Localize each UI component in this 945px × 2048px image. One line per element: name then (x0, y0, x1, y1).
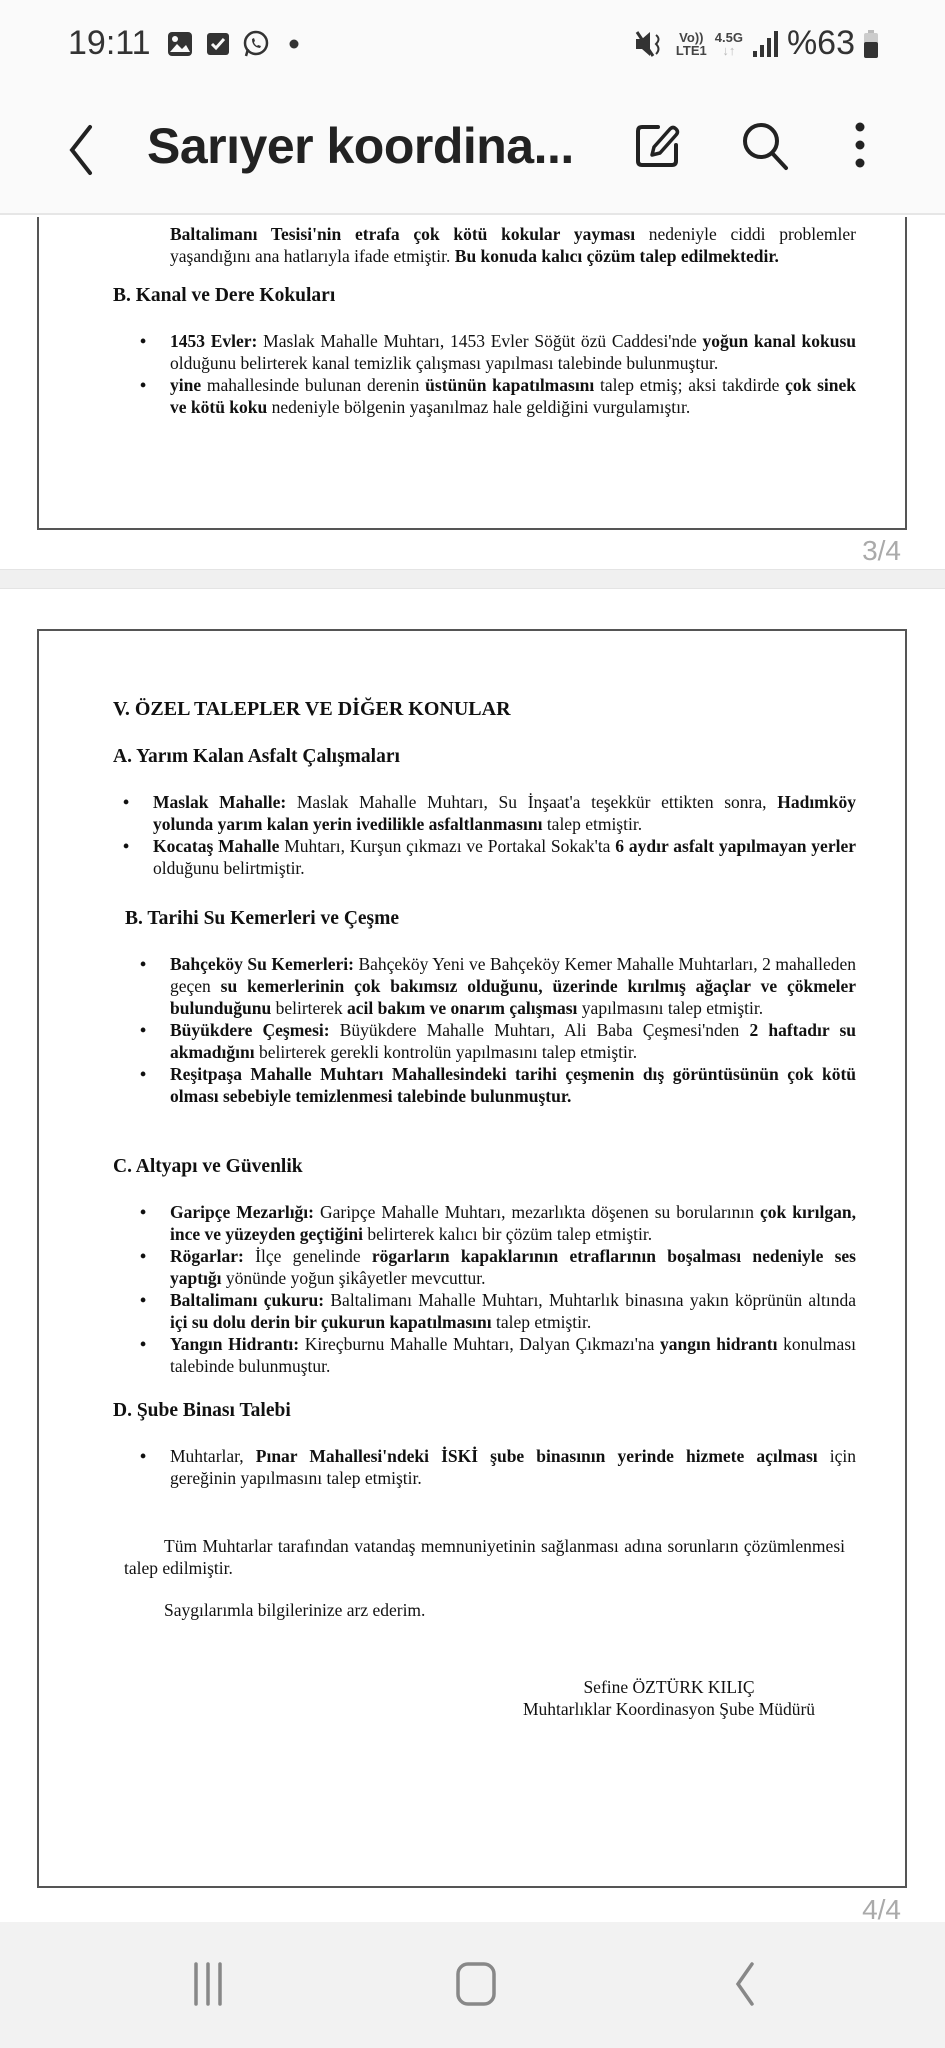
bullet-list (123, 791, 856, 879)
dot-icon (280, 30, 308, 58)
home-button[interactable] (450, 1958, 510, 2014)
continued-paragraph: Baltalimanı Tesisi'nin etrafa çok kötü kokular yayması nedeniyle ciddi problemler yaşandığını ana hatlarıyla ifade etmiştir. Bu konuda kalıcı çözüm talep edilmektedir. (170, 224, 857, 266)
more-vertical-icon (845, 117, 875, 173)
section-heading: B. Tarihi Su Kemerleri ve Çeşme (125, 908, 400, 929)
edit-button[interactable] (632, 117, 684, 173)
list-item: • yine mahallesinde bulunan derenin üstünün kapatılmasını talep etmiş; aksi takdirde çok sinek ve kötü koku nedeniyle bölgenin yaşanılmaz hale geldiğini vurgulamıştır. (140, 374, 856, 418)
signature-block (499, 1676, 839, 1720)
list-item: • Garipçe Mezarlığı: Garipçe Mahalle Muhtarı, mezarlıkta döşenen su borularının çok kırılgan, ince ve yüzeyden geçtiğini belirterek kalıcı bir çözüm talep etmiştir. (140, 1201, 856, 1245)
closing-paragraph: Tüm Muhtarlar tarafından vatandaş memnuniyetinin sağlanması adına sorunların çözümlenmesi talep edilmiştir. (124, 1536, 845, 1578)
status-time: 19:11 (68, 24, 151, 62)
back-button[interactable] (60, 117, 110, 183)
search-button[interactable] (738, 117, 792, 173)
list-item: • Yangın Hidrantı: Kireçburnu Mahalle Muhtarı, Dalyan Çıkmazı'na yangın hidrantı konulması talebinde bulunmuştur. (140, 1333, 856, 1377)
section-heading: C. Altyapı ve Güvenlik (113, 1156, 303, 1177)
chevron-left-icon (60, 117, 110, 183)
recent-apps-button[interactable] (184, 1958, 244, 2014)
signatory-name: Sefine ÖZTÜRK KILIÇ (583, 1677, 755, 1697)
app-bar (0, 95, 945, 215)
main-heading: V. ÖZEL TALEPLER VE DİĞER KONULAR (113, 698, 511, 720)
home-icon (450, 1958, 510, 2014)
section-heading: B. Kanal ve Dere Kokuları (113, 285, 336, 306)
more-options-button[interactable] (845, 117, 875, 173)
list-item: • Rögarlar: İlçe genelinde rögarların kapaklarının etraflarının boşalması nedeniyle ses yaptığı yönünde yoğun şikâyetler mevcuttur. (140, 1245, 856, 1289)
battery-icon (863, 29, 879, 59)
network-type-indicator: 4.5G ↓↑ (714, 29, 743, 58)
list-item: • Baltalimanı çukuru: Baltalimanı Mahalle Muhtarı, Muhtarlık binasına yakın köprünün altında içi su dolu derin bir çukurun kapatılmasını talep etmiştir. (140, 1289, 856, 1333)
system-status-icons (634, 24, 879, 63)
list-item: • Reşitpaşa Mahalle Muhtarı Mahallesindeki tarihi çeşmenin dış görüntüsünün çok kötü olması sebebiyle temizlenmesi talebinde bulunmuştur. (140, 1063, 856, 1107)
data-arrows-icon: ↓↑ (722, 42, 736, 58)
list-item: • Bahçeköy Su Kemerleri: Bahçeköy Yeni ve Bahçeköy Kemer Mahalle Muhtarları, 2 mahalleden geçen su kemerlerinin çok bakımsız olduğunu, üzerinde kırılmış ağaçlar ve çökmeler bulunduğunu belirterek acil bakım ve onarım çalışması yapılmasını talep etmiştir. (140, 953, 856, 1019)
notification-icons (166, 30, 308, 58)
gallery-icon (166, 30, 194, 58)
search-icon (738, 117, 792, 173)
mute-icon (634, 29, 668, 59)
bullet-list (140, 953, 856, 1107)
signatory-title: Muhtarlıklar Koordinasyon Şube Müdürü (522, 1699, 816, 1719)
bullet-list (140, 330, 856, 418)
list-item: • Maslak Mahalle: Maslak Mahalle Muhtarı, Su İnşaat'a teşekkür ettikten sonra, Hadımköy yolunda yarım kalan yerin ivedilikle asfaltlanmasını talep etmiştir. (123, 791, 856, 835)
list-item: • Kocataş Mahalle Muhtarı, Kurşun çıkmazı ve Portakal Sokak'ta 6 aydır asfalt yapılmayan yerler olduğunu belirtmiştir. (123, 835, 856, 879)
list-item: • 1453 Evler: Maslak Mahalle Muhtarı, 1453 Evler Söğüt özü Caddesi'nde yoğun kanal kokusu olduğunu belirterek kanal temizlik çalışması yapılması talebinde bulunmuştur. (140, 330, 856, 374)
section-heading: D. Şube Binası Talebi (113, 1400, 291, 1421)
edit-pencil-icon (632, 117, 684, 173)
page-separator (0, 569, 945, 589)
signal-icon (751, 29, 779, 59)
recent-apps-icon (184, 1958, 244, 2014)
bullet-list (140, 1201, 856, 1377)
back-chevron-icon (718, 1958, 778, 2014)
whatsapp-icon (242, 30, 270, 58)
document-page-4 (37, 629, 907, 1888)
battery-percentage: %63 (786, 24, 855, 62)
system-back-button[interactable] (718, 1958, 778, 2014)
page-number-indicator: 3/4 (862, 535, 901, 566)
section-heading: A. Yarım Kalan Asfalt Çalışmaları (113, 746, 400, 767)
document-page-3 (37, 217, 907, 530)
list-item: • Büyükdere Çeşmesi: Büyükdere Mahalle Muhtarı, Ali Baba Çeşmesi'nden 2 haftadır su akmadığını belirterek gerekli kontrolün yapılmasını talep etmiştir. (140, 1019, 856, 1063)
bullet-list (140, 1445, 856, 1489)
list-item: • Muhtarlar, Pınar Mahallesi'ndeki İSKİ şube binasının yerinde hizmete açılması için gereğinin yapılmasını talep etmiştir. (140, 1445, 856, 1489)
document-title: Sarıyer koordina... (147, 118, 574, 174)
document-viewer[interactable] (0, 217, 945, 1922)
page-number-indicator: 4/4 (862, 1894, 901, 1922)
checkbox-icon (204, 30, 232, 58)
regards-line: Saygılarımla bilgilerinize arz ederim. (164, 1600, 426, 1620)
volte-indicator: Vo)) LTE1 (675, 29, 707, 58)
navigation-bar (0, 1922, 945, 2048)
status-bar (0, 0, 945, 95)
